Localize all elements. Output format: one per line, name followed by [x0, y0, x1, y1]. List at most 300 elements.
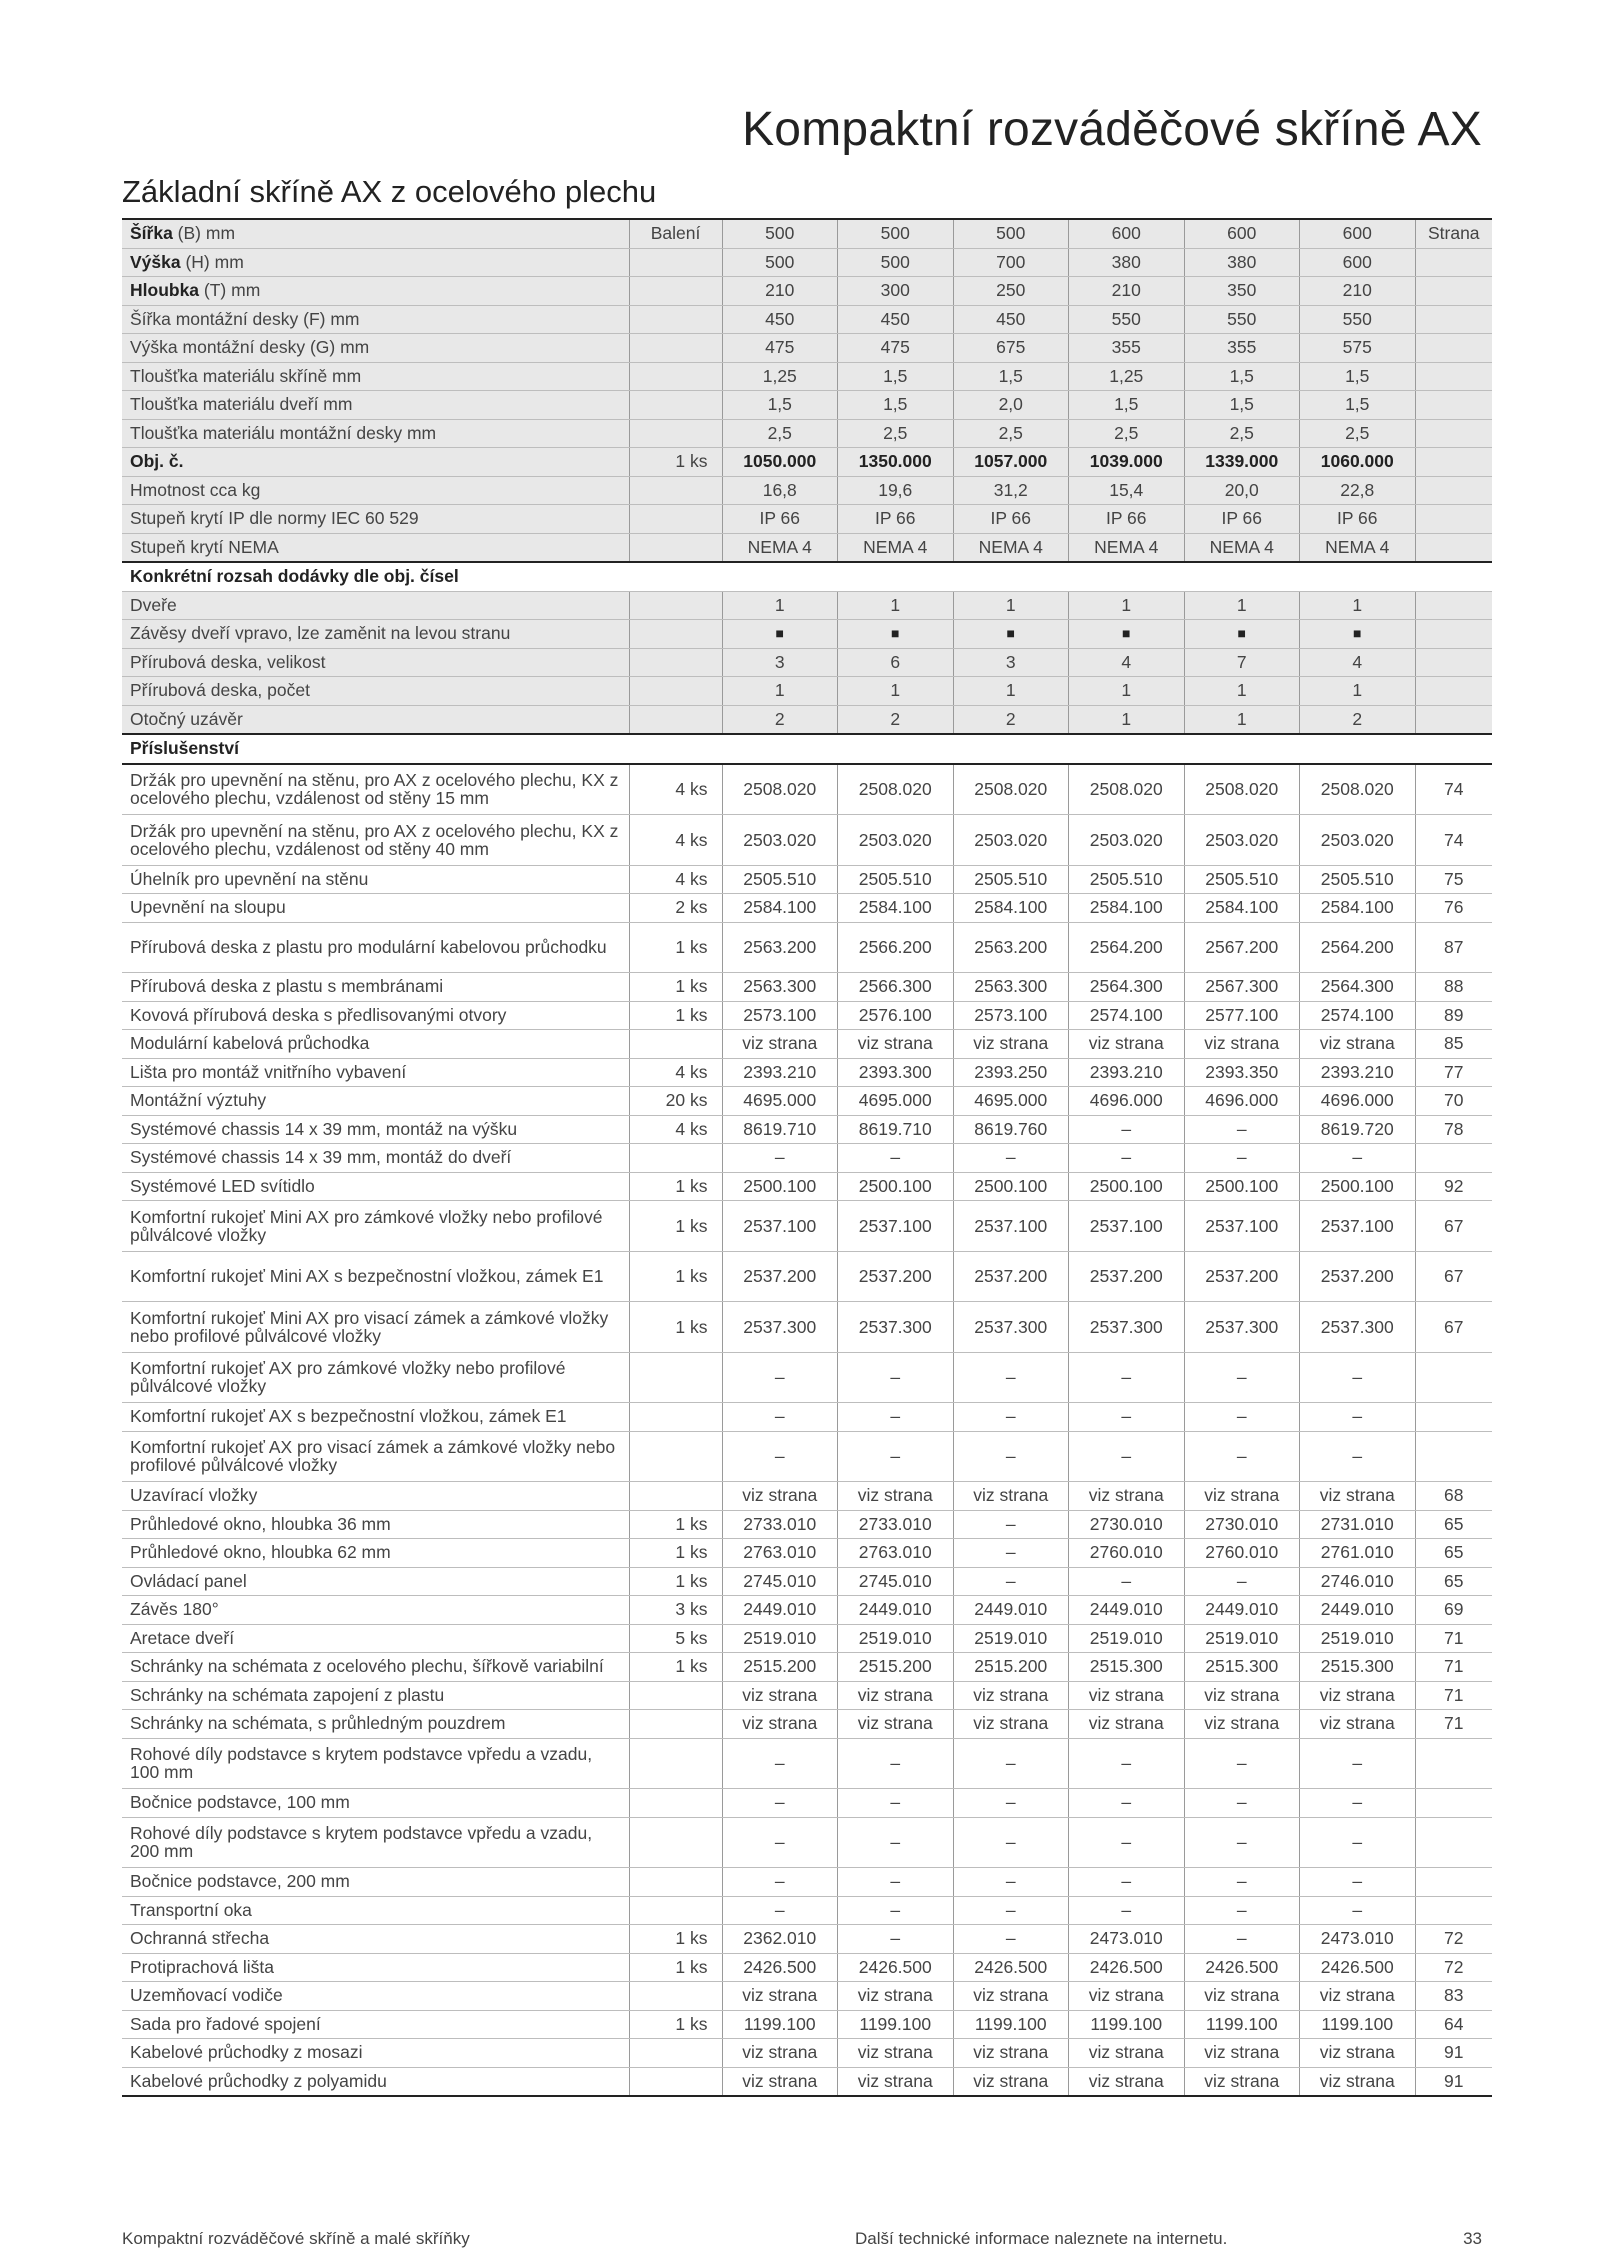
row-label: Transportní oka	[122, 1896, 629, 1925]
value-cell: 2503.020	[838, 815, 954, 866]
value-cell: NEMA 4	[1300, 533, 1416, 562]
page-cell: 72	[1415, 1953, 1492, 1982]
accessory-row	[122, 1510, 1492, 1539]
value-cell: –	[722, 1738, 838, 1789]
value-cell: –	[1069, 1431, 1185, 1482]
value-cell: 575	[1300, 334, 1416, 363]
value-cell: 1350.000	[838, 448, 954, 477]
value-cell: 3	[953, 648, 1069, 677]
value-cell: 1	[1300, 677, 1416, 706]
value-cell: 380	[1069, 248, 1185, 277]
value-cell: 4696.000	[1184, 1087, 1300, 1116]
row-label: Přírubová deska z plastu pro modulární kabelovou průchodku	[122, 922, 629, 973]
value-cell: 2393.210	[722, 1058, 838, 1087]
value-cell: 2745.010	[838, 1567, 954, 1596]
accessory-row	[122, 1087, 1492, 1116]
pack-cell: 1 ks	[629, 1201, 722, 1252]
dimension-row	[122, 248, 1492, 277]
pack-cell	[629, 648, 722, 677]
value-cell: 1	[1069, 705, 1185, 734]
page-cell: 71	[1415, 1653, 1492, 1682]
value-cell: 2508.020	[953, 764, 1069, 815]
pack-cell	[629, 1352, 722, 1403]
value-cell: IP 66	[722, 505, 838, 534]
value-cell: 2362.010	[722, 1925, 838, 1954]
value-cell: 2730.010	[1069, 1510, 1185, 1539]
value-cell: –	[722, 1144, 838, 1173]
page-cell: 70	[1415, 1087, 1492, 1116]
value-cell: viz strana	[953, 1710, 1069, 1739]
value-cell: 8619.710	[838, 1115, 954, 1144]
pack-cell: 1 ks	[629, 1510, 722, 1539]
row-label: Přírubová deska, velikost	[122, 648, 629, 677]
pack-cell	[629, 1982, 722, 2011]
footer-note: Další technické informace naleznete na internetu.	[855, 2229, 1228, 2248]
value-cell: 2500.100	[722, 1172, 838, 1201]
value-cell: 2584.100	[1300, 894, 1416, 923]
value-cell: 2537.300	[1184, 1302, 1300, 1353]
value-cell: 2537.300	[1300, 1302, 1416, 1353]
value-cell: 2537.100	[1300, 1201, 1416, 1252]
pack-cell	[629, 1681, 722, 1710]
row-label: Systémové LED svítidlo	[122, 1172, 629, 1201]
value-cell: IP 66	[953, 505, 1069, 534]
value-cell: 2500.100	[1069, 1172, 1185, 1201]
value-cell: 1,25	[1069, 362, 1185, 391]
pack-header: Balení	[629, 219, 722, 248]
scope-row	[122, 677, 1492, 706]
row-label: Kabelové průchodky z polyamidu	[122, 2067, 629, 2096]
value-cell: 2,5	[722, 419, 838, 448]
row-label: Rohové díly podstavce s krytem podstavce vpředu a vzadu, 200 mm	[122, 1817, 629, 1868]
accessory-row	[122, 1738, 1492, 1789]
pack-cell	[629, 591, 722, 620]
value-cell: viz strana	[838, 2067, 954, 2096]
pack-cell	[629, 620, 722, 649]
row-label: Schránky na schémata, s průhledným pouzdrem	[122, 1710, 629, 1739]
value-cell: NEMA 4	[838, 533, 954, 562]
value-cell: 2503.020	[1300, 815, 1416, 866]
value-cell: 1199.100	[838, 2010, 954, 2039]
value-cell: viz strana	[838, 1681, 954, 1710]
value-cell: –	[1184, 1738, 1300, 1789]
value-cell: 8619.710	[722, 1115, 838, 1144]
value-cell: –	[1300, 1144, 1416, 1173]
value-cell: ■	[1300, 620, 1416, 649]
value-cell: viz strana	[838, 1710, 954, 1739]
section-subtitle: Základní skříně AX z ocelového plechu	[122, 174, 657, 209]
value-cell: –	[1184, 1352, 1300, 1403]
page-cell	[1415, 1789, 1492, 1818]
accessory-row	[122, 1953, 1492, 1982]
page-cell	[1415, 1352, 1492, 1403]
value-cell: –	[1300, 1352, 1416, 1403]
value-cell: 1,5	[1300, 362, 1416, 391]
value-cell: 1199.100	[1300, 2010, 1416, 2039]
value-cell: –	[838, 1896, 954, 1925]
pack-cell: 1 ks	[629, 448, 722, 477]
value-cell: 2449.010	[1184, 1596, 1300, 1625]
row-label: Dveře	[122, 591, 629, 620]
value-cell: 2505.510	[1069, 865, 1185, 894]
pack-cell	[629, 1817, 722, 1868]
row-label: Šířka montážní desky (F) mm	[122, 305, 629, 334]
page-cell: 92	[1415, 1172, 1492, 1201]
row-label: Uzavírací vložky	[122, 1482, 629, 1511]
pack-cell	[629, 2039, 722, 2068]
value-cell: 1	[838, 591, 954, 620]
spec-row	[122, 505, 1492, 534]
value-cell: 2763.010	[722, 1539, 838, 1568]
value-cell: 2503.020	[1184, 815, 1300, 866]
value-cell: 1039.000	[1069, 448, 1185, 477]
value-cell: 210	[1069, 277, 1185, 306]
value-cell: viz strana	[953, 1482, 1069, 1511]
value-cell: 2584.100	[953, 894, 1069, 923]
value-cell: viz strana	[838, 1482, 954, 1511]
value-cell: 2500.100	[953, 1172, 1069, 1201]
value-cell: 2537.200	[953, 1251, 1069, 1302]
value-cell: 1,5	[838, 362, 954, 391]
value-cell: 2537.100	[1184, 1201, 1300, 1252]
value-cell: –	[953, 1868, 1069, 1897]
value-cell: 2567.200	[1184, 922, 1300, 973]
value-cell: viz strana	[1300, 1681, 1416, 1710]
value-cell: –	[722, 1431, 838, 1482]
value-cell: 2500.100	[1184, 1172, 1300, 1201]
page-cell: 65	[1415, 1567, 1492, 1596]
value-cell: –	[838, 1738, 954, 1789]
accessory-row	[122, 1172, 1492, 1201]
row-label: Systémové chassis 14 x 39 mm, montáž do dveří	[122, 1144, 629, 1173]
value-cell: viz strana	[722, 1482, 838, 1511]
value-cell: 2503.020	[722, 815, 838, 866]
spec-row	[122, 305, 1492, 334]
value-cell: 6	[838, 648, 954, 677]
row-label: Komfortní rukojeť AX s bezpečnostní vložkou, zámek E1	[122, 1403, 629, 1432]
pack-cell: 3 ks	[629, 1596, 722, 1625]
page-cell: 64	[1415, 2010, 1492, 2039]
value-cell: 2566.300	[838, 973, 954, 1002]
value-cell: 2473.010	[1300, 1925, 1416, 1954]
row-label: Obj. č.	[122, 448, 629, 477]
value-cell: viz strana	[1069, 1482, 1185, 1511]
page-cell	[1415, 1896, 1492, 1925]
width-value: 500	[953, 219, 1069, 248]
spec-row	[122, 419, 1492, 448]
value-cell: 1	[953, 591, 1069, 620]
row-label: Ovládací panel	[122, 1567, 629, 1596]
accessory-row	[122, 1201, 1492, 1252]
value-cell: 2449.010	[1300, 1596, 1416, 1625]
page-cell	[1415, 334, 1492, 363]
pack-cell	[629, 1030, 722, 1059]
value-cell: IP 66	[838, 505, 954, 534]
value-cell: 1050.000	[722, 448, 838, 477]
value-cell: 2574.100	[1300, 1001, 1416, 1030]
accessory-row	[122, 1653, 1492, 1682]
value-cell: –	[953, 1510, 1069, 1539]
value-cell: 1,5	[1069, 391, 1185, 420]
value-cell: –	[838, 1403, 954, 1432]
pack-cell	[629, 533, 722, 562]
scope-row	[122, 705, 1492, 734]
spec-table	[122, 218, 1492, 2097]
accessory-row	[122, 1431, 1492, 1482]
accessory-row	[122, 1030, 1492, 1059]
value-cell: 2	[838, 705, 954, 734]
value-cell: –	[838, 1817, 954, 1868]
row-label: Držák pro upevnění na stěnu, pro AX z ocelového plechu, KX z ocelového plechu, vzdálenost od stěny 40 mm	[122, 815, 629, 866]
value-cell: 2519.010	[953, 1624, 1069, 1653]
value-cell: 4695.000	[953, 1087, 1069, 1116]
value-cell: viz strana	[953, 1681, 1069, 1710]
accessory-row	[122, 1596, 1492, 1625]
page-cell	[1415, 1868, 1492, 1897]
value-cell: 2519.010	[1300, 1624, 1416, 1653]
value-cell: 1	[1184, 677, 1300, 706]
page-cell: 67	[1415, 1201, 1492, 1252]
value-cell: viz strana	[1069, 1982, 1185, 2011]
value-cell: ■	[953, 620, 1069, 649]
accessory-row	[122, 1058, 1492, 1087]
value-cell: 1199.100	[722, 2010, 838, 2039]
value-cell: 550	[1300, 305, 1416, 334]
row-label: Průhledové okno, hloubka 62 mm	[122, 1539, 629, 1568]
value-cell: 450	[838, 305, 954, 334]
value-cell: 4	[1300, 648, 1416, 677]
value-cell: 475	[722, 334, 838, 363]
pack-cell: 1 ks	[629, 1925, 722, 1954]
value-cell: 4696.000	[1300, 1087, 1416, 1116]
value-cell: –	[1300, 1789, 1416, 1818]
value-cell: 1	[838, 677, 954, 706]
page-cell	[1415, 648, 1492, 677]
value-cell: 250	[953, 277, 1069, 306]
value-cell: 2508.020	[722, 764, 838, 815]
value-cell: viz strana	[1184, 1482, 1300, 1511]
row-label: Lišta pro montáž vnitřního vybavení	[122, 1058, 629, 1087]
pack-cell	[629, 705, 722, 734]
value-cell: viz strana	[722, 1681, 838, 1710]
value-cell: 2563.200	[722, 922, 838, 973]
value-cell: 700	[953, 248, 1069, 277]
value-cell: ■	[838, 620, 954, 649]
page-cell: 67	[1415, 1251, 1492, 1302]
value-cell: 2508.020	[1069, 764, 1185, 815]
value-cell: 2563.300	[953, 973, 1069, 1002]
value-cell: 2473.010	[1069, 1925, 1185, 1954]
value-cell: 2505.510	[838, 865, 954, 894]
accessory-row	[122, 973, 1492, 1002]
accessory-row	[122, 1115, 1492, 1144]
value-cell: viz strana	[1069, 1710, 1185, 1739]
value-cell: 1	[722, 591, 838, 620]
value-cell: 1,5	[838, 391, 954, 420]
value-cell: 450	[953, 305, 1069, 334]
page-cell	[1415, 248, 1492, 277]
value-cell: –	[1069, 1567, 1185, 1596]
value-cell: 22,8	[1300, 476, 1416, 505]
page-cell	[1415, 391, 1492, 420]
page-cell: 77	[1415, 1058, 1492, 1087]
value-cell: ■	[722, 620, 838, 649]
value-cell: 675	[953, 334, 1069, 363]
value-cell: –	[953, 1789, 1069, 1818]
value-cell: –	[722, 1817, 838, 1868]
row-label: Systémové chassis 14 x 39 mm, montáž na výšku	[122, 1115, 629, 1144]
accessory-row	[122, 1982, 1492, 2011]
page-cell	[1415, 591, 1492, 620]
row-label: Schránky na schémata z ocelového plechu, šířkově variabilní	[122, 1653, 629, 1682]
spec-row	[122, 334, 1492, 363]
value-cell: 31,2	[953, 476, 1069, 505]
value-cell: viz strana	[1184, 1982, 1300, 2011]
accessory-row	[122, 922, 1492, 973]
value-cell: 2515.200	[722, 1653, 838, 1682]
value-cell: 2515.200	[953, 1653, 1069, 1682]
pack-cell	[629, 419, 722, 448]
value-cell: IP 66	[1300, 505, 1416, 534]
value-cell: –	[953, 1144, 1069, 1173]
value-cell: 2760.010	[1184, 1539, 1300, 1568]
value-cell: 4	[1069, 648, 1185, 677]
value-cell: 2573.100	[953, 1001, 1069, 1030]
value-cell: –	[953, 1817, 1069, 1868]
row-label: Výška montážní desky (G) mm	[122, 334, 629, 363]
row-label: Závěs 180°	[122, 1596, 629, 1625]
page-cell: 89	[1415, 1001, 1492, 1030]
pack-cell: 2 ks	[629, 894, 722, 923]
value-cell: 2760.010	[1069, 1539, 1185, 1568]
page-cell	[1415, 1144, 1492, 1173]
value-cell: 2537.200	[838, 1251, 954, 1302]
row-label: Bočnice podstavce, 100 mm	[122, 1789, 629, 1818]
accessory-row	[122, 865, 1492, 894]
accessories-section-row	[122, 734, 1492, 764]
accessory-row	[122, 1144, 1492, 1173]
spec-table-body	[122, 219, 1492, 2096]
value-cell: 2503.020	[953, 815, 1069, 866]
accessory-row	[122, 2067, 1492, 2096]
page-cell: 87	[1415, 922, 1492, 973]
pack-cell: 5 ks	[629, 1624, 722, 1653]
value-cell: 2733.010	[838, 1510, 954, 1539]
value-cell: 2567.300	[1184, 973, 1300, 1002]
value-cell: 2515.300	[1184, 1653, 1300, 1682]
value-cell: 2393.210	[1300, 1058, 1416, 1087]
value-cell: viz strana	[953, 1030, 1069, 1059]
value-cell: 2,5	[953, 419, 1069, 448]
row-label: Hmotnost cca kg	[122, 476, 629, 505]
value-cell: 2426.500	[1300, 1953, 1416, 1982]
value-cell: –	[1184, 1403, 1300, 1432]
value-cell: –	[1184, 1925, 1300, 1954]
accessory-row	[122, 764, 1492, 815]
value-cell: 550	[1184, 305, 1300, 334]
value-cell: –	[953, 1539, 1069, 1568]
row-label: Montážní výztuhy	[122, 1087, 629, 1116]
value-cell: 2584.100	[1184, 894, 1300, 923]
value-cell: 2449.010	[953, 1596, 1069, 1625]
page-cell: 85	[1415, 1030, 1492, 1059]
width-label: Šířka (B) mm	[122, 219, 629, 248]
accessory-row	[122, 1567, 1492, 1596]
row-label: Stupeň krytí NEMA	[122, 533, 629, 562]
page-cell	[1415, 677, 1492, 706]
value-cell: 2537.200	[1069, 1251, 1185, 1302]
row-label: Komfortní rukojeť AX pro visací zámek a zámkové vložky nebo profilové půlválcové vložky	[122, 1431, 629, 1482]
value-cell: 1057.000	[953, 448, 1069, 477]
spec-row	[122, 362, 1492, 391]
footer-left: Kompaktní rozváděčové skříně a malé skříňky	[122, 2229, 470, 2248]
pack-cell: 1 ks	[629, 973, 722, 1002]
value-cell: 1	[722, 677, 838, 706]
value-cell: –	[1184, 1817, 1300, 1868]
value-cell: 2449.010	[838, 1596, 954, 1625]
pack-cell: 20 ks	[629, 1087, 722, 1116]
row-label: Přírubová deska z plastu s membránami	[122, 973, 629, 1002]
value-cell: 2426.500	[953, 1953, 1069, 1982]
value-cell: –	[838, 1431, 954, 1482]
accessory-row	[122, 2039, 1492, 2068]
value-cell: 2537.300	[722, 1302, 838, 1353]
value-cell: 2449.010	[722, 1596, 838, 1625]
value-cell: 2566.200	[838, 922, 954, 973]
value-cell: –	[1300, 1896, 1416, 1925]
value-cell: 3	[722, 648, 838, 677]
row-label: Tloušťka materiálu montážní desky mm	[122, 419, 629, 448]
accessory-row	[122, 1925, 1492, 1954]
page-cell: 74	[1415, 764, 1492, 815]
row-label: Tloušťka materiálu skříně mm	[122, 362, 629, 391]
value-cell: 380	[1184, 248, 1300, 277]
pack-cell	[629, 476, 722, 505]
value-cell: 2574.100	[1069, 1001, 1185, 1030]
value-cell: 2537.200	[722, 1251, 838, 1302]
row-label: Výška (H) mm	[122, 248, 629, 277]
value-cell: 1,25	[722, 362, 838, 391]
value-cell: viz strana	[722, 2039, 838, 2068]
value-cell: 500	[722, 248, 838, 277]
value-cell: 2564.200	[1069, 922, 1185, 973]
value-cell: viz strana	[1300, 1710, 1416, 1739]
section-title: Příslušenství	[122, 734, 1492, 764]
value-cell: 1	[1184, 705, 1300, 734]
value-cell: –	[1300, 1431, 1416, 1482]
value-cell: 2,5	[1184, 419, 1300, 448]
width-value: 500	[722, 219, 838, 248]
value-cell: viz strana	[1184, 2039, 1300, 2068]
value-cell: 2515.300	[1300, 1653, 1416, 1682]
value-cell: 1,5	[953, 362, 1069, 391]
pack-cell	[629, 334, 722, 363]
pack-cell	[629, 2067, 722, 2096]
page-cell	[1415, 362, 1492, 391]
accessory-row	[122, 1896, 1492, 1925]
value-cell: ■	[1069, 620, 1185, 649]
value-cell: 1	[953, 677, 1069, 706]
row-label: Sada pro řadové spojení	[122, 2010, 629, 2039]
value-cell: 2449.010	[1069, 1596, 1185, 1625]
pack-cell: 4 ks	[629, 865, 722, 894]
row-label: Stupeň krytí IP dle normy IEC 60 529	[122, 505, 629, 534]
value-cell: 2505.510	[722, 865, 838, 894]
value-cell: 2519.010	[722, 1624, 838, 1653]
value-cell: 2584.100	[722, 894, 838, 923]
value-cell: –	[1069, 1352, 1185, 1403]
value-cell: 210	[1300, 277, 1416, 306]
